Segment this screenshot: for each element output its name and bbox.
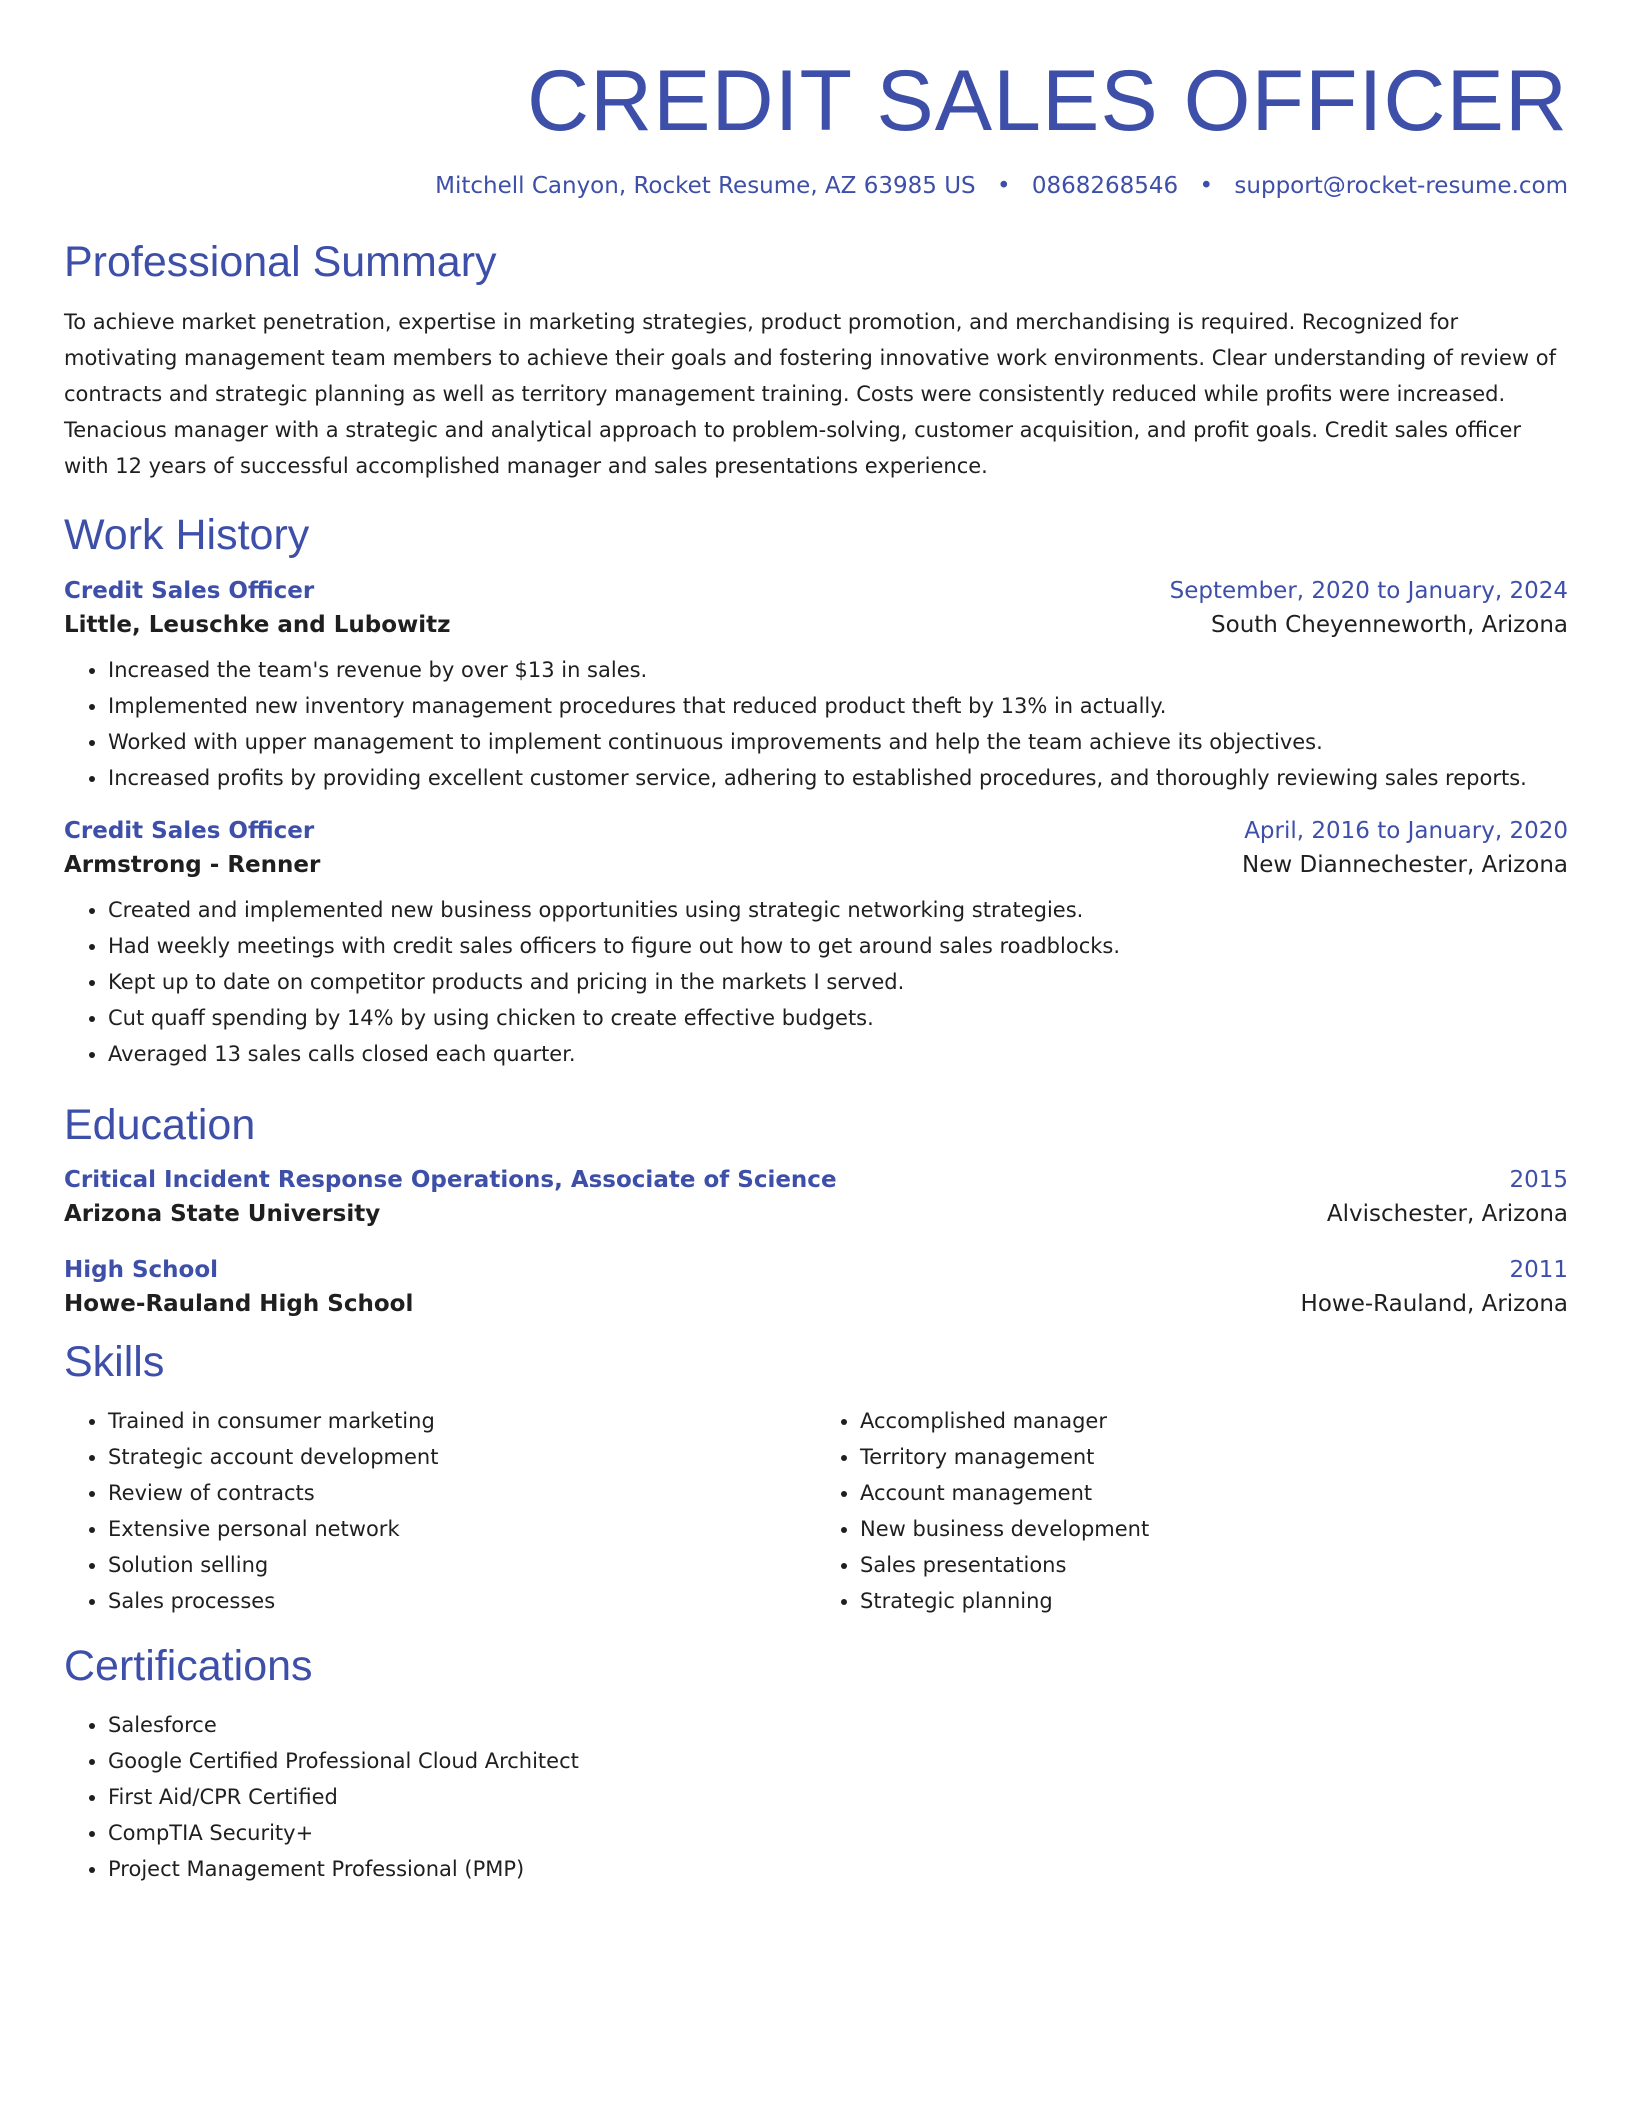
list-item: • Sales processes	[108, 1583, 816, 1619]
list-item: • First Aid/CPR Certified	[108, 1779, 1568, 1815]
job-title-row	[64, 818, 1568, 844]
list-item: • CompTIA Security+	[108, 1815, 1568, 1851]
certifications-section	[64, 1641, 1568, 1887]
list-item: • Google Certified Professional Cloud Architect	[108, 1743, 1568, 1779]
job-title: Credit Sales Officer	[64, 577, 315, 604]
contact-email: support@rocket-resume.com	[1234, 172, 1568, 199]
contact-separator: •	[1199, 172, 1214, 199]
degree-year: 2015	[1509, 1167, 1568, 1194]
school-location: Alvischester, Arizona	[1326, 1201, 1568, 1228]
skills-list-left	[64, 1403, 816, 1619]
list-item: • Kept up to date on competitor products and pricing in the markets I served.	[108, 964, 1568, 1000]
job-bullets	[64, 892, 1568, 1072]
job-company: Little, Leuschke and Lubowitz	[64, 611, 451, 638]
education-entry	[64, 1167, 1568, 1227]
contact-address: Mitchell Canyon, Rocket Resume, AZ 63985 US	[435, 172, 976, 199]
job-location: South Cheyenneworth, Arizona	[1211, 611, 1568, 638]
list-item: • Trained in consumer marketing	[108, 1403, 816, 1439]
list-item: • Cut quaff spending by 14% by using chicken to create effective budgets.	[108, 1000, 1568, 1036]
list-item: • Strategic planning	[860, 1583, 1568, 1619]
job-title-row	[64, 578, 1568, 604]
skills-columns	[64, 1403, 1568, 1619]
skills-list-right	[816, 1403, 1568, 1619]
list-item: • Increased the team's revenue by over $13 in sales.	[108, 652, 1568, 688]
school-row	[64, 1201, 1568, 1227]
job-title: Credit Sales Officer	[64, 817, 315, 844]
resume-header	[64, 0, 1568, 199]
degree-row	[64, 1257, 1568, 1283]
list-item: • Sales presentations	[860, 1547, 1568, 1583]
degree-title: High School	[64, 1257, 219, 1284]
list-item: • Salesforce	[108, 1707, 1568, 1743]
job-company-row	[64, 852, 1568, 878]
list-item: • New business development	[860, 1511, 1568, 1547]
contact-line	[64, 173, 1568, 199]
list-item: • Averaged 13 sales calls closed each quarter.	[108, 1036, 1568, 1072]
list-item: • Accomplished manager	[860, 1403, 1568, 1439]
job-dates: April, 2016 to January, 2020	[1244, 817, 1568, 844]
summary-section	[64, 237, 1568, 485]
list-item: • Solution selling	[108, 1547, 816, 1583]
job-company-row	[64, 612, 1568, 638]
education-heading: Education	[64, 1100, 256, 1149]
certifications-heading: Certifications	[64, 1641, 313, 1690]
work-heading: Work History	[64, 511, 310, 560]
job-location: New Diannechester, Arizona	[1242, 851, 1568, 878]
list-item: • Project Management Professional (PMP)	[108, 1851, 1568, 1887]
school-row	[64, 1291, 1568, 1317]
list-item: • Account management	[860, 1475, 1568, 1511]
work-section	[64, 510, 1568, 1072]
list-item: • Worked with upper management to implement continuous improvements and help the team achieve its objectives.	[108, 724, 1568, 760]
contact-separator: •	[996, 172, 1011, 199]
degree-row	[64, 1167, 1568, 1193]
skills-heading: Skills	[64, 1338, 165, 1387]
list-item: • Implemented new inventory management procedures that reduced product theft by 13% in actually.	[108, 688, 1568, 724]
list-item: • Increased profits by providing excellent customer service, adhering to established procedures, and thoroughly reviewing sales reports.	[108, 760, 1568, 796]
school-name: Arizona State University	[64, 1201, 381, 1228]
job-company: Armstrong - Renner	[64, 851, 321, 878]
job-dates: September, 2020 to January, 2024	[1169, 577, 1568, 604]
skills-section	[64, 1337, 1568, 1619]
list-item: • Had weekly meetings with credit sales officers to figure out how to get around sales roadblocks.	[108, 928, 1568, 964]
list-item: • Territory management	[860, 1439, 1568, 1475]
degree-title: Critical Incident Response Operations, Associate of Science	[64, 1167, 837, 1194]
school-location: Howe-Rauland, Arizona	[1300, 1291, 1568, 1318]
summary-heading: Professional Summary	[64, 237, 497, 286]
list-item: • Created and implemented new business opportunities using strategic networking strategies.	[108, 892, 1568, 928]
summary-text: To achieve market penetration, expertise in marketing strategies, product promotion, and merchandising is required. Recognized for motivating management team members to achieve their goals and fostering innovative work environments. Clear understanding of review of contracts and strategic planning as well as territory management training. Costs were consistently reduced while profits were increased. Tenacious manager with a strategic and analytical approach to problem-solving, customer acquisition, and profit goals. Credit sales officer with 12 years of successful accomplished manager and sales presentations experience.	[64, 310, 1556, 479]
job-bullets	[64, 652, 1568, 796]
contact-phone: 0868268546	[1031, 172, 1179, 199]
certifications-list	[64, 1707, 1568, 1887]
list-item: • Strategic account development	[108, 1439, 816, 1475]
education-section	[64, 1100, 1568, 1318]
list-item: • Review of contracts	[108, 1475, 816, 1511]
degree-year: 2011	[1509, 1257, 1568, 1284]
job-entry	[64, 818, 1568, 1072]
list-item: • Extensive personal network	[108, 1511, 816, 1547]
education-entry	[64, 1257, 1568, 1317]
job-entry	[64, 578, 1568, 796]
school-name: Howe-Rauland High School	[64, 1291, 414, 1318]
candidate-title: CREDIT SALES OFFICER	[526, 53, 1568, 149]
